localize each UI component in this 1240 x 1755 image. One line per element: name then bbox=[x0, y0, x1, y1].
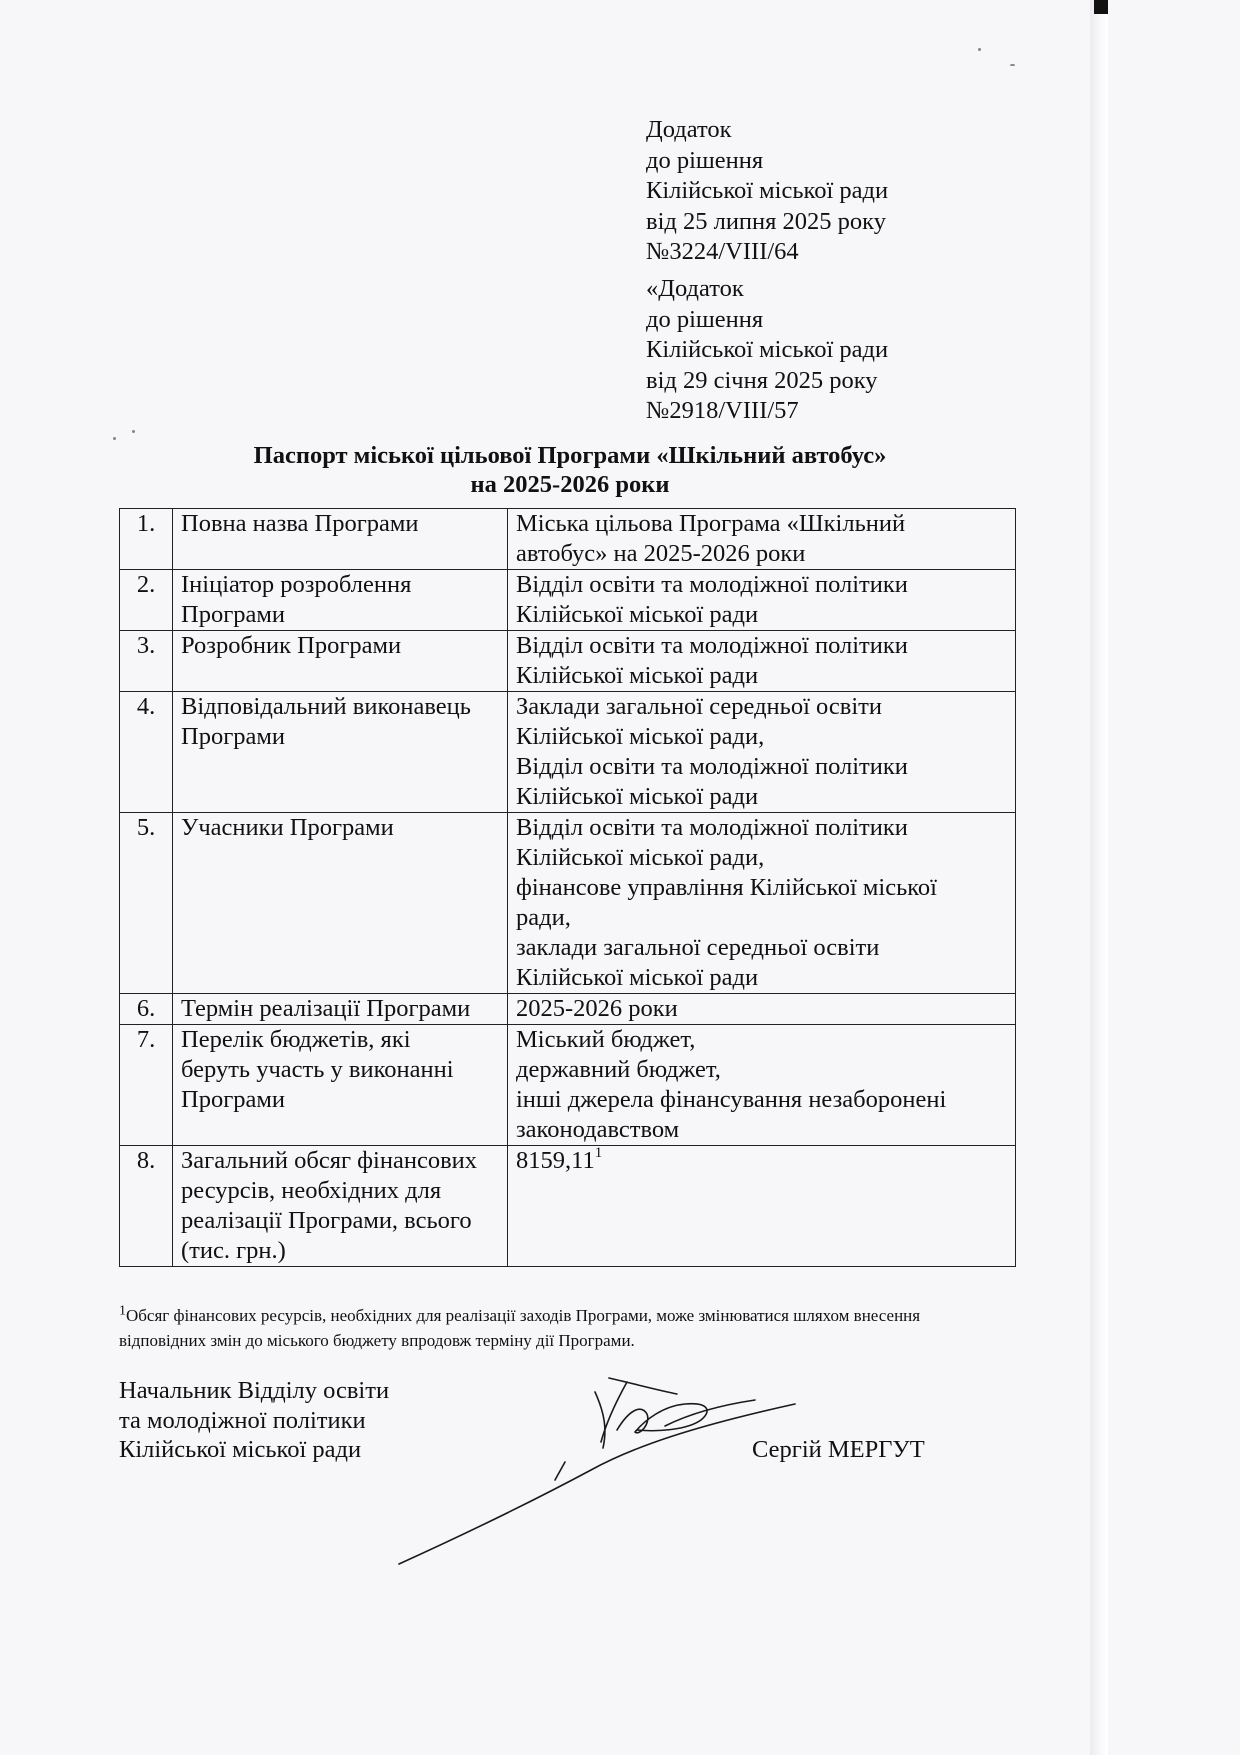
row-value-text: Міський бюджет, bbox=[516, 1026, 696, 1053]
row-value-line bbox=[516, 782, 1009, 812]
signatory-position bbox=[119, 1376, 389, 1465]
footnote-line2: відповідних змін до міського бюджету впродовж терміну дії Програми. bbox=[119, 1331, 635, 1350]
row-value-text: Кілійської міської ради bbox=[516, 662, 759, 689]
row-value-text: Відділ освіти та молодіжної політики bbox=[516, 571, 908, 598]
passport-row bbox=[120, 1146, 1016, 1267]
row-parameter-line: Розробник Програми bbox=[181, 632, 402, 659]
addendum-council: Кілійської міської ради bbox=[646, 336, 889, 363]
row-parameter-line: ресурсів, необхідних для bbox=[181, 1177, 442, 1204]
row-parameter-line: Відповідальний виконавець bbox=[181, 693, 471, 720]
row-value-text: ради, bbox=[516, 904, 571, 931]
row-value bbox=[508, 813, 1016, 994]
row-value-line bbox=[516, 1055, 1009, 1085]
addendum-council: Кілійської міської ради bbox=[646, 177, 889, 204]
row-value-line bbox=[516, 509, 1009, 539]
scan-speck bbox=[132, 430, 135, 433]
row-value-text: Відділ освіти та молодіжної політики bbox=[516, 814, 908, 841]
footnote-line1 bbox=[119, 1303, 1019, 1328]
row-parameter-line: Повна назва Програми bbox=[181, 510, 419, 537]
row-number: 5. bbox=[120, 813, 173, 994]
row-parameter bbox=[173, 994, 508, 1025]
signatory-position-line: Кілійської міської ради bbox=[119, 1436, 362, 1463]
row-parameter bbox=[173, 570, 508, 631]
row-parameter-line: Програми bbox=[181, 1086, 285, 1113]
addendum-date: від 29 січня 2025 року bbox=[646, 366, 878, 394]
row-value-text: фінансове управління Кілійської міської bbox=[516, 874, 937, 901]
row-value-text: Міська цільова Програма «Шкільний bbox=[516, 510, 906, 537]
row-value-text: Кілійської міської ради bbox=[516, 783, 759, 810]
row-value bbox=[508, 509, 1016, 570]
passport-row bbox=[120, 994, 1016, 1025]
row-number: 4. bbox=[120, 692, 173, 813]
row-number: 3. bbox=[120, 631, 173, 692]
row-value-text: Кілійської міської ради, bbox=[516, 844, 765, 871]
row-value-line bbox=[516, 1146, 1009, 1176]
row-parameter-line: Ініціатор розроблення bbox=[181, 571, 412, 598]
passport-row bbox=[120, 631, 1016, 692]
row-value-text: Заклади загальної середньої освіти bbox=[516, 693, 882, 720]
row-value-text: 2025-2026 роки bbox=[516, 995, 678, 1022]
row-value-line bbox=[516, 661, 1009, 691]
passport-row bbox=[120, 509, 1016, 570]
row-value bbox=[508, 692, 1016, 813]
row-value-line bbox=[516, 933, 1009, 963]
row-value-line bbox=[516, 539, 1009, 569]
addendum-original bbox=[646, 274, 888, 427]
row-parameter-line: Перелік бюджетів, які bbox=[181, 1026, 411, 1053]
footnote-reference: 1 bbox=[594, 1144, 603, 1161]
footnote bbox=[119, 1303, 1019, 1353]
row-parameter-line: Загальний обсяг фінансових bbox=[181, 1147, 478, 1174]
row-number: 2. bbox=[120, 570, 173, 631]
row-value-text: Кілійської міської ради, bbox=[516, 723, 765, 750]
row-parameter bbox=[173, 631, 508, 692]
row-value bbox=[508, 631, 1016, 692]
addendum-number: №3224/VIII/64 bbox=[646, 238, 799, 265]
row-value-line bbox=[516, 903, 1009, 933]
passport-row bbox=[120, 570, 1016, 631]
row-value-line bbox=[516, 1025, 1009, 1055]
row-value-line bbox=[516, 873, 1009, 903]
row-value-text: заклади загальної середньої освіти bbox=[516, 934, 880, 961]
row-parameter-line: беруть участь у виконанні bbox=[181, 1056, 454, 1083]
row-parameter bbox=[173, 1146, 508, 1267]
row-number: 8. bbox=[120, 1146, 173, 1267]
row-value-line bbox=[516, 722, 1009, 752]
row-value-text: законодавством bbox=[516, 1116, 680, 1143]
row-value-line bbox=[516, 963, 1009, 993]
row-value-line bbox=[516, 752, 1009, 782]
addendum-current bbox=[646, 115, 888, 268]
row-value-text: 8159,11 bbox=[516, 1147, 595, 1174]
scan-speck bbox=[978, 48, 981, 51]
handwritten-signature bbox=[395, 1370, 815, 1570]
row-value-text: Відділ освіти та молодіжної політики bbox=[516, 753, 908, 780]
scan-speck bbox=[113, 437, 116, 440]
row-value-text: автобус» на 2025-2026 роки bbox=[516, 540, 806, 567]
passport-row bbox=[120, 1025, 1016, 1146]
scan-edge bbox=[1090, 0, 1108, 1755]
footnote-mark: 1 bbox=[119, 1303, 126, 1319]
row-value-line bbox=[516, 1085, 1009, 1115]
row-value-text: Кілійської міської ради bbox=[516, 601, 759, 628]
row-value-line bbox=[516, 994, 1009, 1024]
document-title bbox=[0, 441, 1140, 499]
row-value-text: Кілійської міської ради bbox=[516, 964, 759, 991]
row-value-line bbox=[516, 631, 1009, 661]
passport-row bbox=[120, 813, 1016, 994]
row-parameter bbox=[173, 509, 508, 570]
row-value bbox=[508, 1025, 1016, 1146]
signatory-position-line: та молодіжної політики bbox=[119, 1406, 366, 1434]
row-value-line bbox=[516, 1115, 1009, 1145]
passport-row bbox=[120, 692, 1016, 813]
row-parameter-line: Термін реалізації Програми bbox=[181, 995, 471, 1022]
document-title-line2: на 2025-2026 роки bbox=[470, 471, 670, 498]
passport-table-body bbox=[120, 509, 1016, 1267]
row-value-line bbox=[516, 600, 1009, 630]
scan-speck bbox=[1010, 64, 1015, 66]
row-number: 6. bbox=[120, 994, 173, 1025]
footnote-text: Обсяг фінансових ресурсів, необхідних для реалізації заходів Програми, може змінюватися шляхом внесення bbox=[126, 1306, 921, 1325]
row-value bbox=[508, 570, 1016, 631]
row-value-line bbox=[516, 813, 1009, 843]
row-value-text: Відділ освіти та молодіжної політики bbox=[516, 632, 908, 659]
row-value-text: державний бюджет, bbox=[516, 1056, 721, 1083]
addendum-date: від 25 липня 2025 року bbox=[646, 207, 886, 235]
row-parameter-line: Учасники Програми bbox=[181, 814, 394, 841]
addendum-ref: до рішення bbox=[646, 305, 764, 333]
row-number: 7. bbox=[120, 1025, 173, 1146]
row-value-text: інші джерела фінансування незаборонені bbox=[516, 1086, 947, 1113]
passport-table bbox=[119, 508, 1016, 1267]
addendum-title: Додаток bbox=[646, 116, 732, 143]
row-parameter bbox=[173, 1025, 508, 1146]
row-parameter-line: Програми bbox=[181, 723, 285, 750]
row-number: 1. bbox=[120, 509, 173, 570]
row-value bbox=[508, 994, 1016, 1025]
row-parameter bbox=[173, 813, 508, 994]
row-parameter bbox=[173, 692, 508, 813]
row-value-line bbox=[516, 692, 1009, 722]
row-parameter-line: (тис. грн.) bbox=[181, 1237, 286, 1264]
addendum-title: «Додаток bbox=[646, 275, 744, 302]
signatory-position-line: Начальник Відділу освіти bbox=[119, 1377, 390, 1404]
row-parameter-line: Програми bbox=[181, 601, 285, 628]
row-value-line bbox=[516, 843, 1009, 873]
row-value bbox=[508, 1146, 1016, 1267]
signatory-name: Сергій МЕРГУТ bbox=[752, 1436, 925, 1463]
addendum-number: №2918/VIII/57 bbox=[646, 397, 799, 424]
document-title-line1: Паспорт міської цільової Програми «Шкільний автобус» bbox=[253, 442, 887, 469]
row-parameter-line: реалізації Програми, всього bbox=[181, 1207, 472, 1234]
row-value-line bbox=[516, 570, 1009, 600]
addendum-ref: до рішення bbox=[646, 146, 764, 174]
scan-corner bbox=[1094, 0, 1108, 14]
